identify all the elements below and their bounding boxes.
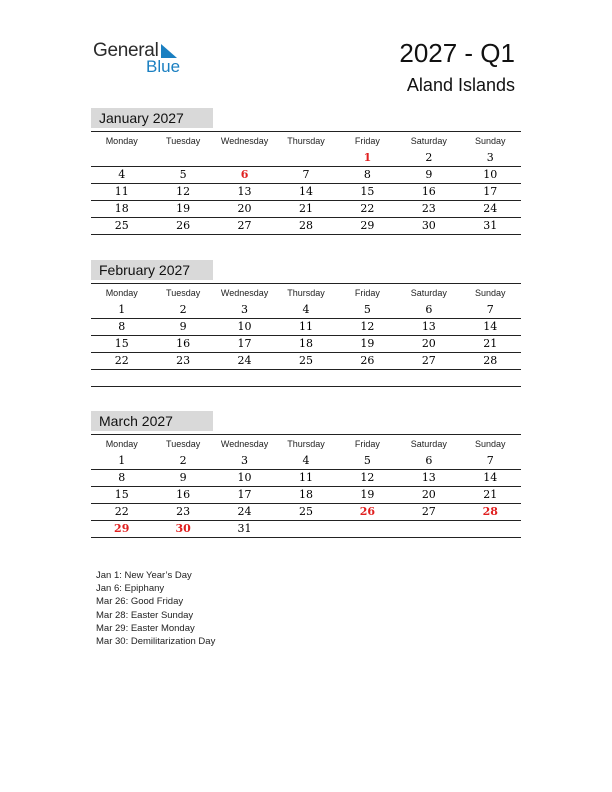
month-march xyxy=(91,411,521,538)
weekday-label: Saturday xyxy=(410,136,447,146)
day-cell xyxy=(275,521,336,537)
logo-general-text: General xyxy=(93,40,159,61)
day-cell: 25 xyxy=(298,505,313,518)
day-cell: 7 xyxy=(302,168,310,181)
day-cell xyxy=(398,521,459,537)
weekday-label: Saturday xyxy=(410,288,447,298)
page-title: 2027 - Q1 xyxy=(399,38,515,68)
day-cell: 10 xyxy=(237,471,252,484)
week-row xyxy=(91,184,521,200)
day-cell xyxy=(91,370,152,386)
day-cell xyxy=(337,521,398,537)
day-cell: 14 xyxy=(483,320,498,333)
day-cell xyxy=(460,521,521,537)
day-cell: 3 xyxy=(486,151,494,164)
day-cell: 23 xyxy=(176,505,191,518)
day-cell: 4 xyxy=(118,168,126,181)
holiday-note: Mar 29: Easter Monday xyxy=(96,622,195,634)
weekday-label: Wednesday xyxy=(220,439,269,449)
week-row xyxy=(91,453,521,469)
month-title: February 2027 xyxy=(91,260,213,280)
day-cell: 10 xyxy=(483,168,498,181)
day-cell: 5 xyxy=(363,303,371,316)
weekday-label: Monday xyxy=(105,288,138,298)
day-cell: 12 xyxy=(176,185,191,198)
day-cell: 27 xyxy=(421,354,436,367)
week-row xyxy=(91,336,521,352)
weekday-label: Sunday xyxy=(474,439,506,449)
day-cell: 22 xyxy=(360,202,375,215)
day-cell: 15 xyxy=(114,488,129,501)
day-cell: 17 xyxy=(237,337,252,350)
week-row xyxy=(91,218,521,234)
row-divider xyxy=(91,234,521,235)
day-cell: 18 xyxy=(298,337,313,350)
day-cell xyxy=(91,150,152,166)
day-cell: 20 xyxy=(421,488,436,501)
day-cell: 31 xyxy=(237,522,252,535)
day-cell: 7 xyxy=(486,454,494,467)
day-cell: 22 xyxy=(114,505,129,518)
day-cell xyxy=(460,370,521,386)
day-cell: 18 xyxy=(298,488,313,501)
day-cell: 4 xyxy=(302,303,310,316)
holiday-day-cell: 1 xyxy=(363,151,372,164)
week-row xyxy=(91,504,521,520)
day-cell: 15 xyxy=(360,185,375,198)
day-cell: 12 xyxy=(360,320,375,333)
day-cell: 28 xyxy=(483,354,498,367)
weekday-label: Thursday xyxy=(287,439,325,449)
week-row xyxy=(91,370,521,386)
day-cell: 6 xyxy=(425,454,433,467)
day-cell: 10 xyxy=(237,320,252,333)
day-cell: 28 xyxy=(298,219,313,232)
day-cell: 14 xyxy=(298,185,313,198)
day-cell: 8 xyxy=(118,471,126,484)
day-cell: 11 xyxy=(114,185,129,198)
weekday-label: Saturday xyxy=(410,439,447,449)
day-cell: 3 xyxy=(241,454,249,467)
weekday-label: Sunday xyxy=(474,288,506,298)
week-row xyxy=(91,521,521,537)
weekday-label: Tuesday xyxy=(166,288,201,298)
day-cell: 31 xyxy=(483,219,498,232)
day-cell: 11 xyxy=(298,320,313,333)
day-cell: 5 xyxy=(363,454,371,467)
day-cell: 6 xyxy=(425,303,433,316)
day-cell: 14 xyxy=(483,471,498,484)
holiday-note: Mar 28: Easter Sunday xyxy=(96,609,194,621)
month-february xyxy=(91,260,521,387)
day-cell: 12 xyxy=(360,471,375,484)
day-cell: 26 xyxy=(176,219,191,232)
logo xyxy=(93,40,193,80)
day-cell: 8 xyxy=(118,320,126,333)
holiday-note: Jan 1: New Year’s Day xyxy=(96,570,192,581)
day-cell: 17 xyxy=(483,185,498,198)
day-cell xyxy=(275,370,336,386)
month-title: January 2027 xyxy=(91,108,213,128)
holiday-day-cell: 30 xyxy=(175,522,191,535)
day-cell xyxy=(152,150,213,166)
day-cell: 11 xyxy=(298,471,313,484)
week-row xyxy=(91,319,521,335)
day-cell: 9 xyxy=(179,320,187,333)
week-row xyxy=(91,150,521,166)
logo-triangle-icon xyxy=(161,44,177,58)
day-cell: 25 xyxy=(298,354,313,367)
day-cell: 29 xyxy=(360,219,375,232)
weekday-label: Tuesday xyxy=(166,136,201,146)
day-cell xyxy=(152,370,213,386)
day-cell: 4 xyxy=(302,454,310,467)
day-cell: 1 xyxy=(118,454,126,467)
weekday-label: Tuesday xyxy=(166,439,201,449)
day-cell: 7 xyxy=(486,303,494,316)
week-row xyxy=(91,353,521,369)
holiday-day-cell: 6 xyxy=(240,168,249,181)
weekday-header xyxy=(91,435,521,453)
weekday-label: Friday xyxy=(354,439,380,449)
day-cell: 17 xyxy=(237,488,252,501)
day-cell: 26 xyxy=(360,354,375,367)
holiday-note: Mar 26: Good Friday xyxy=(96,596,184,608)
day-cell: 23 xyxy=(176,354,191,367)
day-cell: 15 xyxy=(114,337,129,350)
month-january xyxy=(91,108,521,235)
day-cell xyxy=(398,370,459,386)
day-cell: 2 xyxy=(425,151,433,164)
holiday-day-cell: 29 xyxy=(114,522,130,535)
weekday-label: Wednesday xyxy=(220,288,269,298)
day-cell: 8 xyxy=(363,168,371,181)
day-cell: 19 xyxy=(176,202,191,215)
holiday-note: Mar 30: Demilitarization Day xyxy=(96,635,216,647)
day-cell: 23 xyxy=(421,202,436,215)
day-cell: 18 xyxy=(114,202,129,215)
day-cell: 9 xyxy=(425,168,433,181)
day-cell: 21 xyxy=(483,488,498,501)
day-cell: 24 xyxy=(237,505,252,518)
week-row xyxy=(91,470,521,486)
day-cell: 21 xyxy=(483,337,498,350)
day-cell: 22 xyxy=(114,354,129,367)
day-cell: 13 xyxy=(421,471,436,484)
week-row xyxy=(91,201,521,217)
weekday-header xyxy=(91,284,521,302)
day-cell: 5 xyxy=(179,168,187,181)
weekday-label: Friday xyxy=(354,136,380,146)
weekday-label: Monday xyxy=(105,136,138,146)
day-cell: 1 xyxy=(118,303,126,316)
weekday-label: Thursday xyxy=(287,288,325,298)
day-cell: 24 xyxy=(483,202,498,215)
day-cell: 16 xyxy=(176,488,191,501)
weekday-label: Friday xyxy=(354,288,380,298)
weekday-label: Sunday xyxy=(474,136,506,146)
holiday-note: Jan 6: Epiphany xyxy=(96,583,165,595)
day-cell: 20 xyxy=(237,202,252,215)
day-cell: 21 xyxy=(298,202,313,215)
weekday-header xyxy=(91,132,521,150)
week-row xyxy=(91,302,521,318)
day-cell: 19 xyxy=(360,337,375,350)
day-cell: 20 xyxy=(421,337,436,350)
day-cell: 30 xyxy=(421,219,436,232)
day-cell: 2 xyxy=(179,303,187,316)
day-cell xyxy=(214,150,275,166)
row-divider xyxy=(91,537,521,538)
day-cell: 16 xyxy=(421,185,436,198)
month-title: March 2027 xyxy=(91,411,213,431)
day-cell: 19 xyxy=(360,488,375,501)
weekday-label: Wednesday xyxy=(220,136,269,146)
weekday-label: Thursday xyxy=(287,136,325,146)
day-cell xyxy=(275,150,336,166)
holiday-day-cell: 26 xyxy=(359,505,376,518)
day-cell: 13 xyxy=(421,320,436,333)
day-cell: 2 xyxy=(179,454,187,467)
day-cell: 24 xyxy=(237,354,252,367)
weekday-label: Monday xyxy=(105,439,138,449)
day-cell: 25 xyxy=(114,219,129,232)
day-cell xyxy=(337,370,398,386)
day-cell: 16 xyxy=(176,337,191,350)
day-cell xyxy=(214,370,275,386)
day-cell: 27 xyxy=(237,219,252,232)
holiday-day-cell: 28 xyxy=(482,505,498,518)
logo-blue-text: Blue xyxy=(146,57,181,76)
holiday-notes xyxy=(96,569,215,648)
week-row xyxy=(91,487,521,503)
day-cell: 27 xyxy=(421,505,436,518)
day-cell: 13 xyxy=(237,185,252,198)
row-divider xyxy=(91,386,521,387)
region-name: Aland Islands xyxy=(406,75,515,95)
day-cell: 9 xyxy=(179,471,187,484)
week-row xyxy=(91,167,521,183)
day-cell: 3 xyxy=(241,303,249,316)
